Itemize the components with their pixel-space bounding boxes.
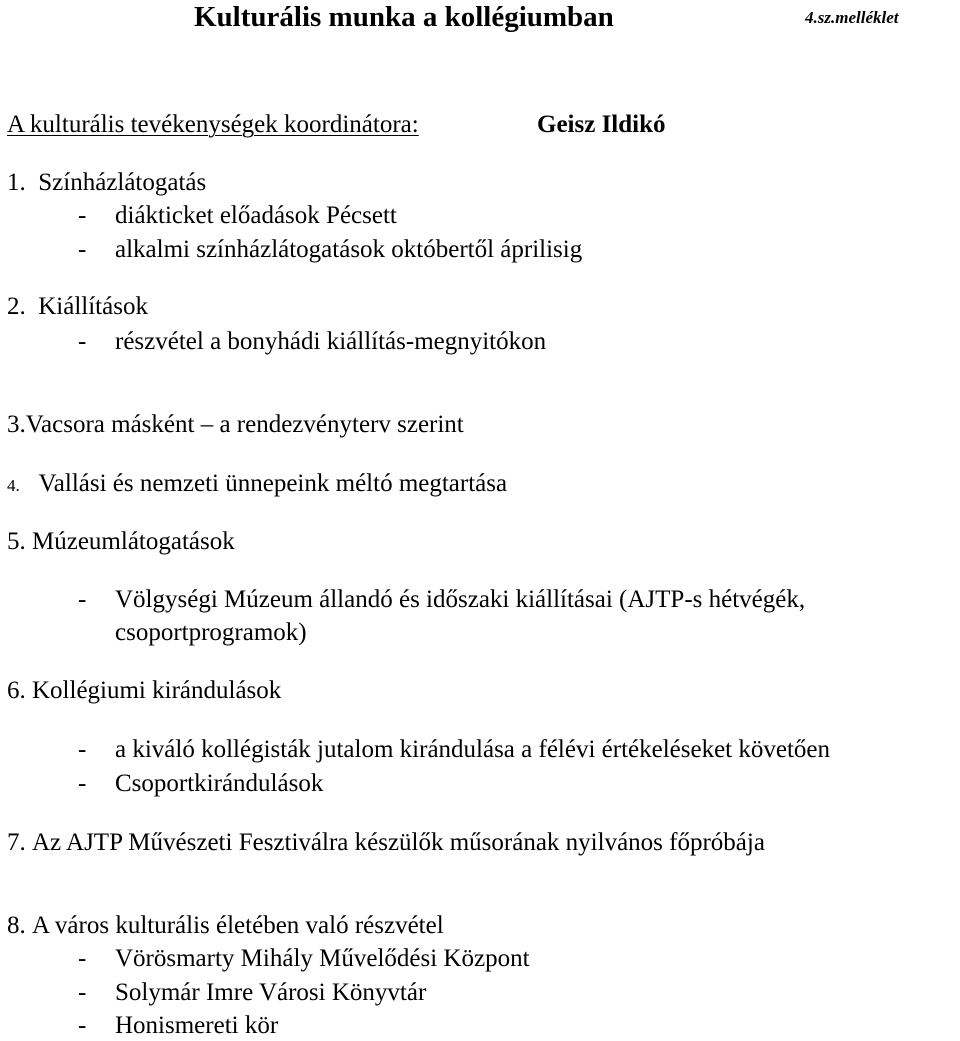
section-title: Vacsora másként – a rendezvényterv szerint	[25, 411, 464, 438]
section-1-heading	[7, 168, 206, 198]
list-item: Solymár Imre Városi Könyvtár	[115, 979, 427, 1006]
list-item: diákticket előadások Pécsett	[115, 202, 397, 229]
bullet-dash: -	[78, 945, 87, 972]
section-6-heading	[7, 676, 281, 706]
section-5-heading	[7, 527, 235, 557]
section-title: Múzeumlátogatások	[32, 528, 235, 555]
section-number: 6.	[7, 677, 26, 704]
list-item: Völgységi Múzeum állandó és időszaki kiállításai (AJTP-s hétvégék,	[115, 586, 806, 613]
coordinator-label: A kulturális tevékenységek koordinátora:	[7, 111, 419, 138]
section-4-heading	[7, 469, 507, 501]
section-title: Színházlátogatás	[38, 169, 207, 196]
bullet-dash: -	[78, 202, 87, 229]
section-7-heading	[7, 828, 765, 858]
list-item: Csoportkirándulások	[115, 770, 324, 797]
list-item-continuation: csoportprogramok)	[115, 619, 307, 646]
bullet-dash: -	[78, 236, 87, 263]
list-item: Vörösmarty Mihály Művelődési Központ	[115, 945, 530, 972]
section-number: 4.	[7, 476, 20, 495]
bullet-dash: -	[78, 586, 87, 613]
section-number: 3.	[7, 411, 26, 438]
section-number: 8.	[7, 912, 26, 939]
section-number: 5.	[7, 528, 26, 555]
section-number: 2.	[7, 293, 26, 320]
list-item: Honismereti kör	[115, 1012, 279, 1039]
section-title: Vallási és nemzeti ünnepeink méltó megtartása	[38, 470, 508, 497]
section-2-heading	[7, 292, 148, 322]
section-title: A város kulturális életében való részvétel	[32, 912, 444, 939]
coordinator-name: Geisz Ildikó	[537, 111, 666, 138]
section-number: 7.	[7, 829, 26, 856]
document-title: Kulturális munka a kollégiumban	[194, 1, 614, 33]
annex-label: 4.sz.melléklet	[805, 8, 899, 27]
section-8-heading	[7, 911, 444, 941]
section-title: Kollégiumi kirándulások	[32, 677, 282, 704]
bullet-dash: -	[78, 770, 87, 797]
section-3-heading	[7, 410, 464, 440]
bullet-dash: -	[78, 736, 87, 763]
bullet-dash: -	[78, 1012, 87, 1039]
bullet-dash: -	[78, 328, 87, 355]
section-title: Az AJTP Művészeti Fesztiválra készülők műsorának nyilvános főpróbája	[32, 829, 765, 856]
section-number: 1.	[7, 169, 26, 196]
list-item: részvétel a bonyhádi kiállítás-megnyitókon	[115, 328, 547, 355]
section-title: Kiállítások	[38, 293, 148, 320]
list-item: alkalmi színházlátogatások októbertől áprilisig	[115, 236, 583, 263]
bullet-dash: -	[78, 979, 87, 1006]
list-item: a kiváló kollégisták jutalom kirándulása a félévi értékeléseket követően	[115, 736, 831, 763]
